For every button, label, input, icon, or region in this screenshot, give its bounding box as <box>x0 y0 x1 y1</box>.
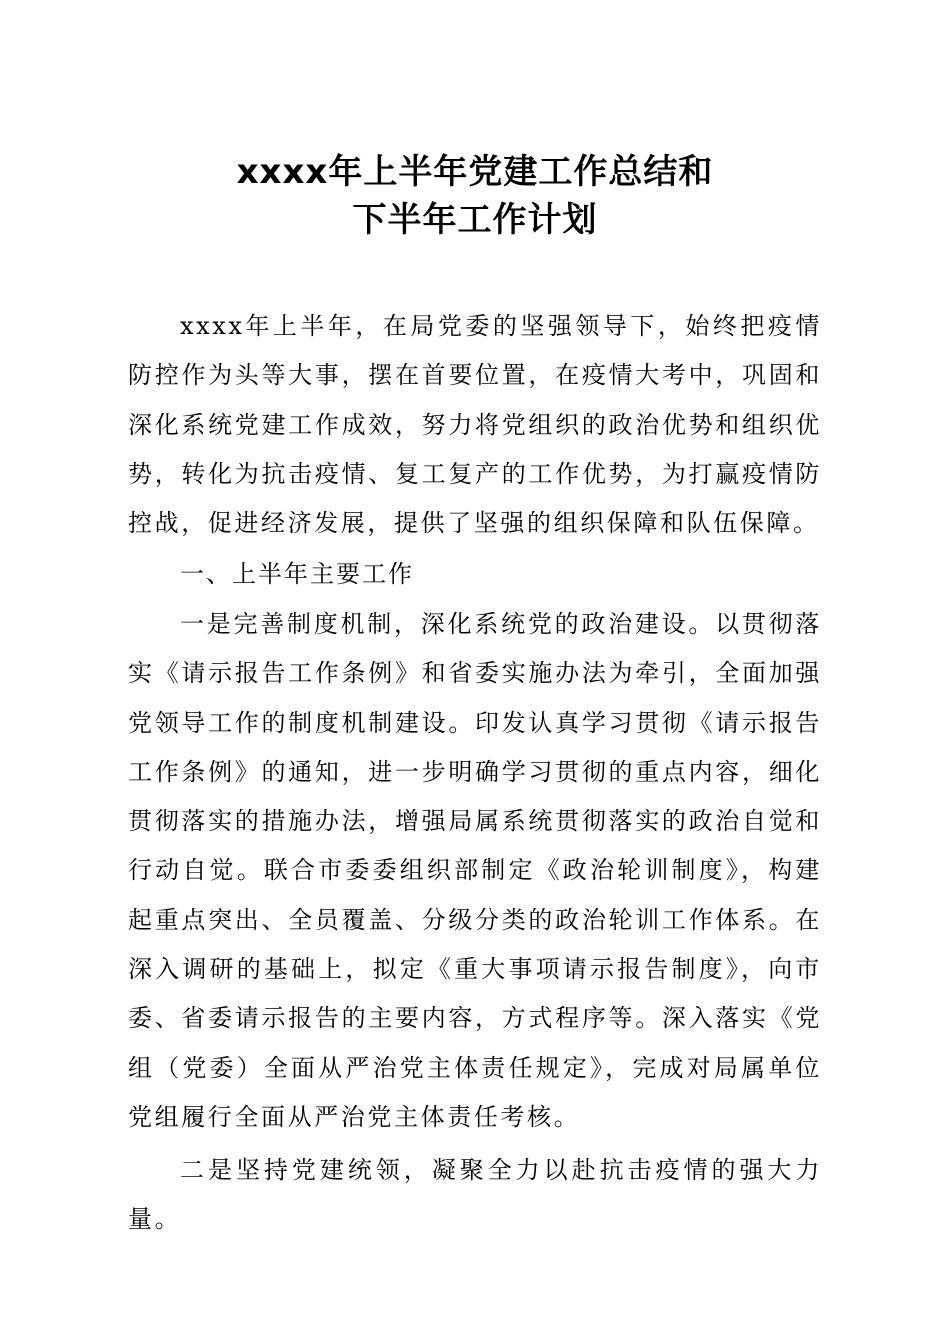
intro-paragraph: xxxx年上半年，在局党委的坚强领导下，始终把疫情防控作为头等大事，摆在首要位置，在疫情大考中，巩固和深化系统党建工作成效，努力将党组织的政治优势和组织优势，转化为抗击疫情、复工复产的工作优势，为打赢疫情防控战，促进经济发展，提供了坚强的组织保障和队伍保障。 <box>128 312 822 538</box>
section-heading: 一、上半年主要工作 <box>180 560 414 588</box>
item-1-lead: 一是完善制度机制，深化系统党的政治建设。 <box>180 610 716 638</box>
item-2-paragraph <box>128 1146 822 1245</box>
document-title-line-2: 下半年工作计划 <box>352 200 598 240</box>
item-2-lead: 二是坚持党建统领，凝聚全力以赴抗击疫情的强大力量。 <box>128 1156 822 1234</box>
item-1-body: 以贯彻落实《请示报告工作条例》和省委实施办法为牵引，全面加强党领导工作的制度机制建设。印发认真学习贯彻《请示报告工作条例》的通知，进一步明确学习贯彻的重点内容，细化贯彻落实的措施办法，增强局属系统贯彻落实的政治自觉和行动自觉。联合市委委组织部制定《政治轮训制度》，构建起重点突出、全员覆盖、分级分类的政治轮训工作体系。在深入调研的基础上，拟定《重大事项请示报告制度》，向市委、省委请示报告的主要内容，方式程序等。深入落实《党组（党委）全面从严治党主体责任规定》，完成对局属单位党组履行全面从严治党主体责任考核。 <box>128 610 822 1131</box>
item-1-paragraph <box>128 600 822 1142</box>
document-title-line-1: xxxx年上半年党建工作总结和 <box>236 152 714 192</box>
